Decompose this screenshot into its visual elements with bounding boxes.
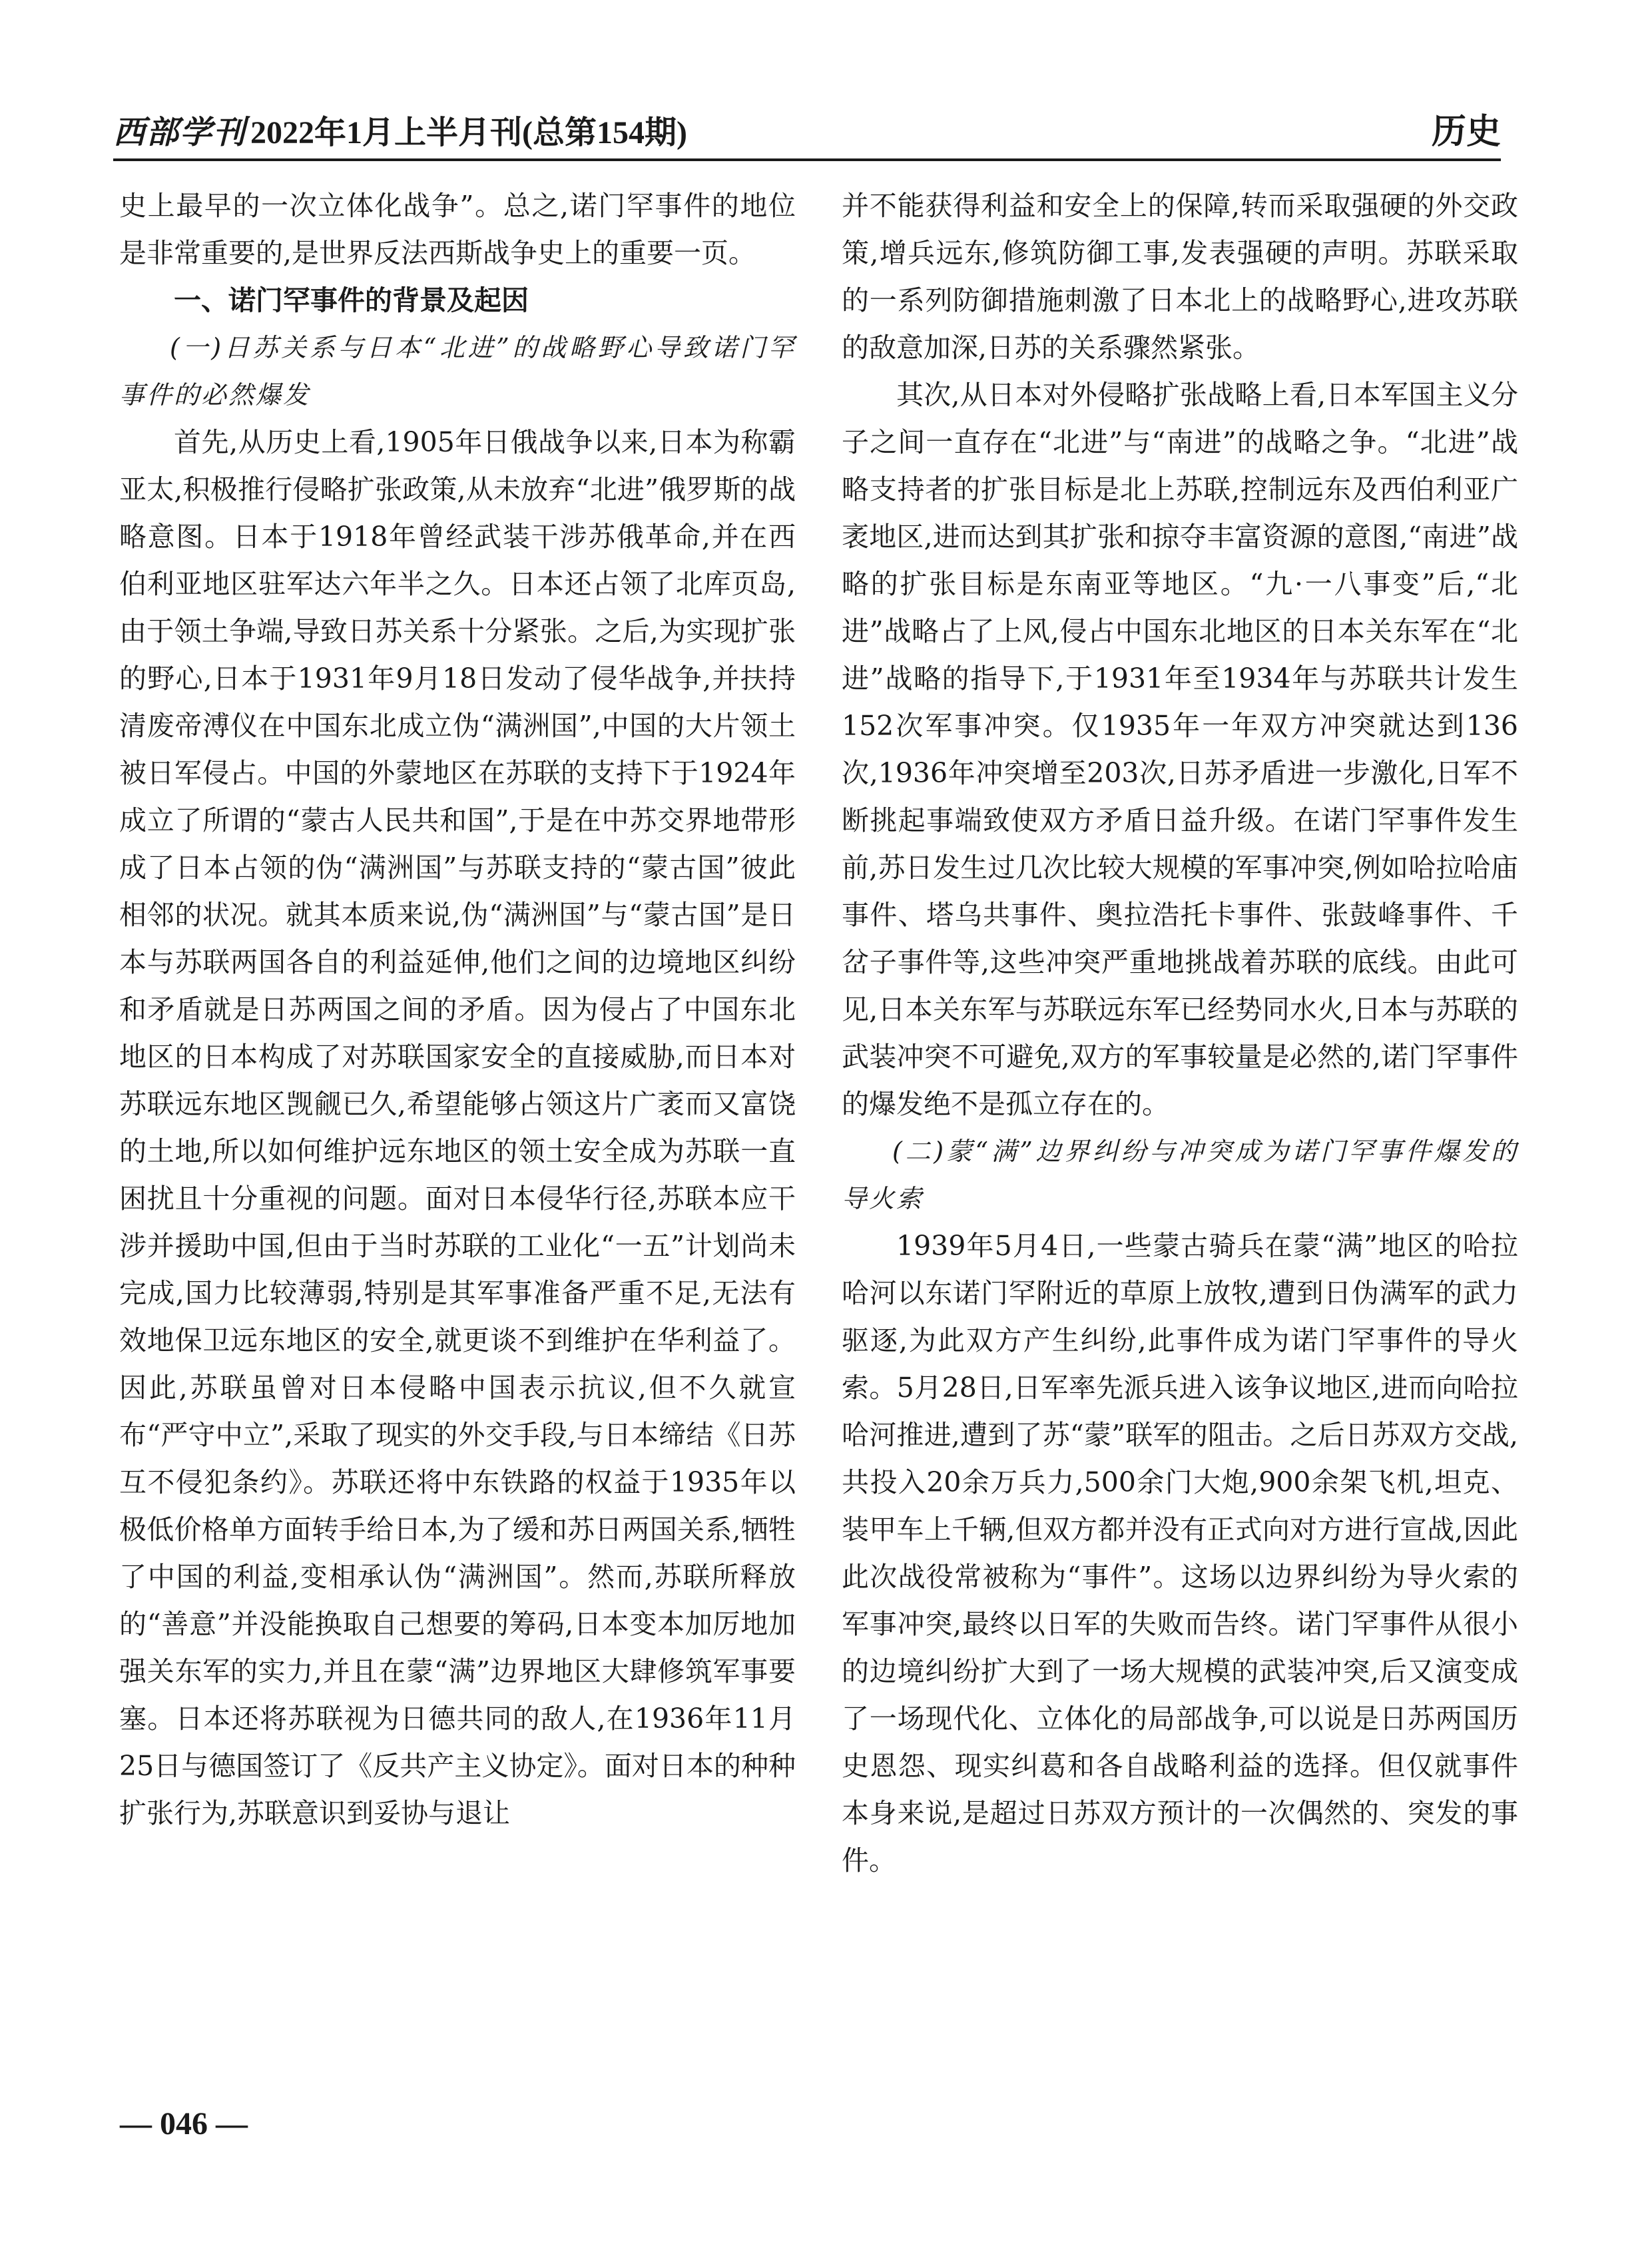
paragraph: 1939年5月4日,一些蒙古骑兵在蒙“满”地区的哈拉哈河以东诺门罕附近的草原上放牧,遭到日伪满军的武力驱逐,为此双方产生纠纷,此事件成为诺门罕事件的导火索。5月28日,日军率先派兵进入该争议地区,进而向哈拉哈河推进,遭到了苏“蒙”联军的阻击。之后日苏双方交战,共投入20余万兵力,500余门大炮,900余架飞机,坦克、装甲车上千辆,但双方都并没有正式向对方进行宣战,因此此次战役常被称为“事件”。这场以边界纠纷为导火索的军事冲突,最终以日军的失败而告终。诺门罕事件从很小的边境纠纷扩大到了一场大规模的武装冲突,后又演变成了一场现代化、立体化的局部战争,可以说是日苏两国历史恩怨、现实纠葛和各自战略利益的选择。但仅就事件本身来说,是超过日苏双方预计的一次偶然的、突发的事件。 — [842, 1230, 1518, 1876]
journal-issue — [113, 113, 687, 153]
header-rule — [113, 158, 1501, 161]
subsection-heading: (一)日苏关系与日本“北进”的战略野心导致诺门罕事件的必然爆发 — [119, 333, 796, 410]
paragraph: 并不能获得利益和安全上的保障,转而采取强硬的外交政策,增兵远东,修筑防御工事,发表强硬的声明。苏联采取的一系列防御措施刺激了日本北上的战略野心,进攻苏联的敌意加深,日苏的关系骤然紧张。 — [842, 190, 1518, 364]
left-column — [119, 182, 796, 1837]
subsection-heading: (二)蒙“满”边界纠纷与冲突成为诺门罕事件爆发的导火索 — [842, 1137, 1518, 1213]
paragraph: 首先,从历史上看,1905年日俄战争以来,日本为称霸亚太,积极推行侵略扩张政策,从未放弃“北进”俄罗斯的战略意图。日本于1918年曾经武装干涉苏俄革命,并在西伯利亚地区驻军达六年半之久。日本还占领了北库页岛,由于领土争端,导致日苏关系十分紧张。之后,为实现扩张的野心,日本于1931年9月18日发动了侵华战争,并扶持清废帝溥仪在中国东北成立伪“满洲国”,中国的大片领土被日军侵占。中国的外蒙地区在苏联的支持下于1924年成立了所谓的“蒙古人民共和国”,于是在中苏交界地带形成了日本占领的伪“满洲国”与苏联支持的“蒙古国”彼此相邻的状况。就其本质来说,伪“满洲国”与“蒙古国”是日本与苏联两国各自的利益延伸,他们之间的边境地区纠纷和矛盾就是日苏两国之间的矛盾。因为侵占了中国东北地区的日本构成了对苏联国家安全的直接威胁,而日本对苏联远东地区觊觎已久,希望能够占领这片广袤而又富饶的土地,所以如何维护远东地区的领土安全成为苏联一直困扰且十分重视的问题。面对日本侵华行径,苏联本应干涉并援助中国,但由于当时苏联的工业化“一五”计划尚未完成,国力比较薄弱,特别是其军事准备严重不足,无法有效地保卫远东地区的安全,就更谈不到维护在华利益了。因此,苏联虽曾对日本侵略中国表示抗议,但不久就宣布“严守中立”,采取了现实的外交手段,与日本缔结《日苏互不侵犯条约》。苏联还将中东铁路的权益于1935年以极低价格单方面转手给日本,为了缓和苏日两国关系,牺牲了中国的利益,变相承认伪“满洲国”。然而,苏联所释放的“善意”并没能换取自己想要的筹码,日本变本加厉地加强关东军的实力,并且在蒙“满”边界地区大肆修筑军事要塞。日本还将苏联视为日德共同的敌人,在1936年11月25日与德国签订了《反共产主义协定》。面对日本的种种扩张行为,苏联意识到妥协与退让 — [119, 426, 796, 1829]
page-number: — 046 — — [120, 2106, 248, 2141]
right-column — [842, 182, 1518, 1884]
running-header — [113, 112, 1501, 158]
journal-logo: 西部学刊 — [113, 115, 247, 150]
paragraph: 其次,从日本对外侵略扩张战略上看,日本军国主义分子之间一直存在“北进”与“南进”的战略之争。“北进”战略支持者的扩张目标是北上苏联,控制远东及西伯利亚广袤地区,进而达到其扩张和掠夺丰富资源的意图,“南进”战略的扩张目标是东南亚等地区。“九·一八事变”后,“北进”战略占了上风,侵占中国东北地区的日本关东军在“北进”战略的指导下,于1931年至1934年与苏联共计发生152次军事冲突。仅1935年一年双方冲突就达到136次,1936年冲突增至203次,日苏矛盾进一步激化,日军不断挑起事端致使双方矛盾日益升级。在诺门罕事件发生前,苏日发生过几次比较大规模的军事冲突,例如哈拉哈庙事件、塔乌共事件、奥拉浩托卡事件、张鼓峰事件、千岔子事件等,这些冲突严重地挑战着苏联的底线。由此可见,日本关东军与苏联远东军已经势同水火,日本与苏联的武装冲突不可避免,双方的军事较量是必然的,诺门罕事件的爆发绝不是孤立存在的。 — [842, 379, 1518, 1120]
paragraph: 史上最早的一次立体化战争”。总之,诺门罕事件的地位是非常重要的,是世界反法西斯战争史上的重要一页。 — [119, 190, 796, 269]
section-heading: 一、诺门罕事件的背景及起因 — [174, 284, 529, 316]
section-label: 历史 — [1431, 112, 1501, 152]
issue-info: 2022年1月上半月刊(总第154期) — [250, 115, 687, 150]
